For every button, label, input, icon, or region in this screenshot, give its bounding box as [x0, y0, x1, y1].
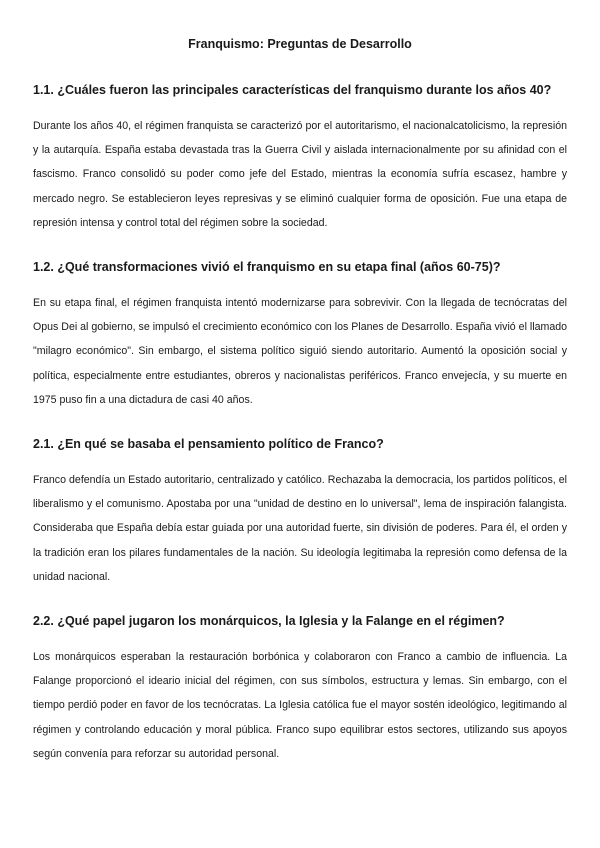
section-body: Durante los años 40, el régimen franquista se caracterizó por el autoritarismo, el nacionalcatolicismo, la represión y la autarquía. España estaba devastada tras la Guerra Civil y aislada internacionalmente por su afinidad con el fascismo. Franco consolidó su poder como jefe del Estado, mientras la economía sufría escasez, hambre y mercado negro. Se establecieron leyes represivas y se eliminó cualquier forma de oposición. Fue una etapa de represión intensa y control total del régimen sobre la sociedad.	[33, 120, 567, 229]
section-heading: 1.2. ¿Qué transformaciones vivió el franquismo en su etapa final (años 60-75)?	[33, 260, 501, 275]
section-heading: 2.2. ¿Qué papel jugaron los monárquicos, la Iglesia y la Falange en el régimen?	[33, 614, 505, 629]
section-1-2	[33, 259, 567, 412]
section-body: Los monárquicos esperaban la restauración borbónica y colaboraron con Franco a cambio de influencia. La Falange proporcionó el ideario inicial del régimen, con sus símbolos, estructura y lemas. Sin embargo, con el tiempo perdió poder en favor de los tecnócratas. La Iglesia católica fue el mayor sostén ideológico, legitimando al régimen y controlando educación y moral pública. Franco supo equilibrar estos sectores, utilizando sus apoyos según convenía para reforzar su autoridad personal.	[33, 651, 567, 760]
section-2-2	[33, 613, 567, 766]
section-2-1	[33, 436, 567, 589]
section-heading: 1.1. ¿Cuáles fueron las principales características del franquismo durante los años 40?	[33, 83, 552, 97]
section-1-1	[33, 82, 567, 235]
document-title: Franquismo: Preguntas de Desarrollo	[188, 37, 412, 51]
section-body: Franco defendía un Estado autoritario, centralizado y católico. Rechazaba la democracia, los partidos políticos, el liberalismo y el comunismo. Apostaba por una "unidad de destino en lo universal", lema de inspiración falangista. Consideraba que España debía estar guiada por una autoridad fuerte, sin división de poderes. Para él, el orden y la tradición eran los pilares fundamentales de la nación. Su ideología legitimaba la represión como defensa de la unidad nacional.	[33, 474, 567, 583]
section-body: En su etapa final, el régimen franquista intentó modernizarse para sobrevivir. Con la llegada de tecnócratas del Opus Dei al gobierno, se impulsó el crecimiento económico con los Planes de Desarrollo. España vivió el llamado "milagro económico". Sin embargo, el sistema político siguió siendo autoritario. Aumentó la oposición social y política, especialmente entre estudiantes, obreros y nacionalistas periféricos. Franco envejecía, y su muerte en 1975 puso fin a una dictadura de casi 40 años.	[33, 297, 567, 406]
section-heading: 2.1. ¿En qué se basaba el pensamiento político de Franco?	[33, 437, 384, 452]
